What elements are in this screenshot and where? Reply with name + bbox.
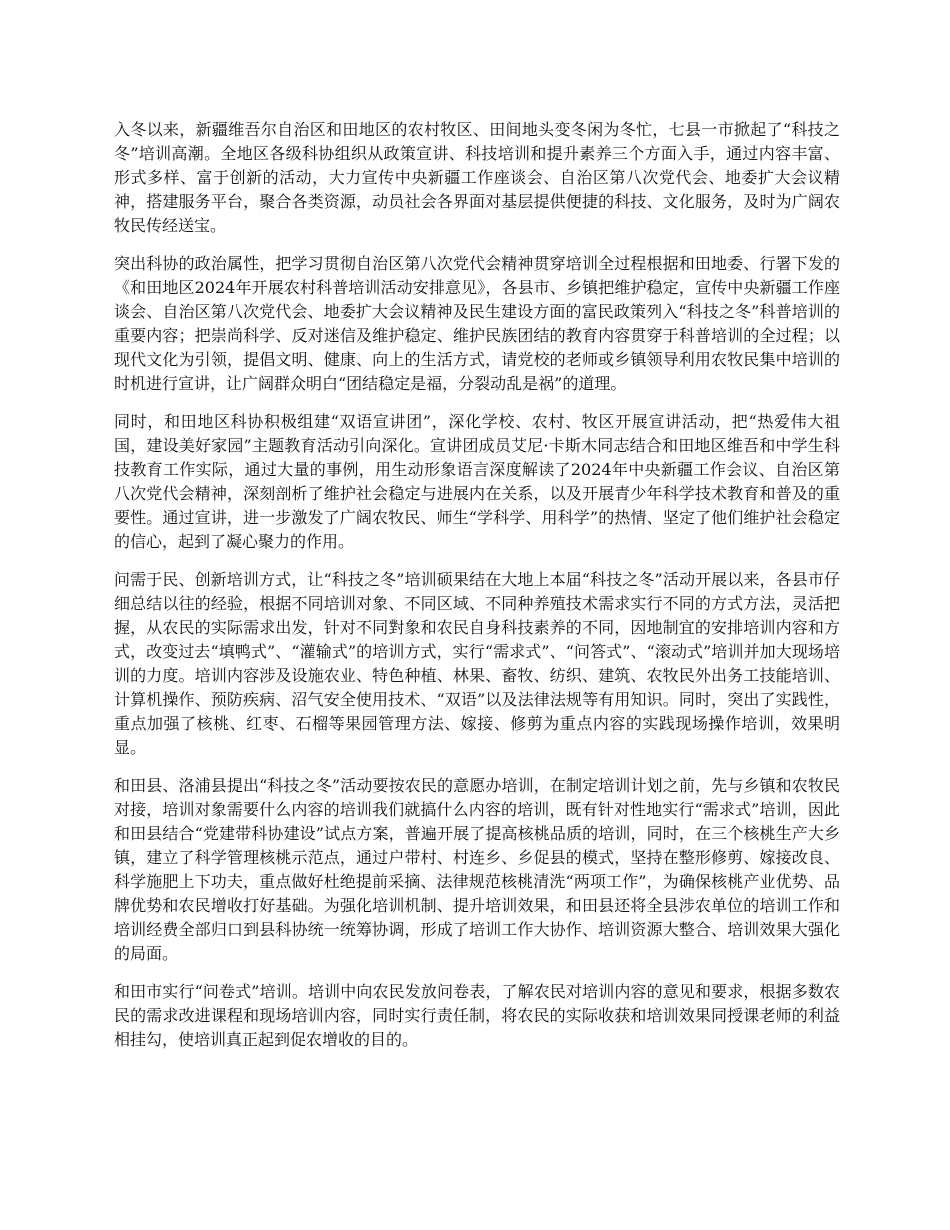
paragraph-5: 和田县、洛浦县提出“科技之冬”活动要按农民的意愿办培训，在制定培训计划之前，先与乡镇和农牧民对接，培训对象需要什么内容的培训我们就搞什么内容的培训，既有针对性地实行“需求式”培训，因此和田县结合“党建带科协建设”试点方案，普遍开展了提高核桃品质的培训，同时，在三个核桃生产大乡镇，建立了科学管理核桃示范点，通过户带村、村连乡、乡促县的模式，坚持在整形修剪、嫁接改良、科学施肥上下功夫，重点做好杜绝提前采摘、法律规范核桃清洗“两项工作”，为确保核桃产业优势、品牌优势和农民增收打好基础。为强化培训机制、提升培训效果，和田县还将全县涉农单位的培训工作和培训经费全部归口到县科协统一统筹协调，形成了培训工作大协作、培训资源大整合、培训效果大强化的局面。 [114,776,840,963]
paragraph-1: 入冬以来，新疆维吾尔自治区和田地区的农村牧区、田间地头变冬闲为冬忙，七县一市掀起了“科技之冬”培训高潮。全地区各级科协组织从政策宣讲、科技培训和提升素养三个方面入手，通过内容丰富、形式多样、富于创新的活动，大力宣传中央新疆工作座谈会、自治区第八次党代会、地委扩大会议精神，搭建服务平台，聚合各类资源，动员社会各界面对基层提供便捷的科技、文化服务，及时为广阔农牧民传经送宝。 [114,120,840,235]
paragraph-2: 突出科协的政治属性，把学习贯彻自治区第八次党代会精神贯穿培训全过程根据和田地委、行署下发的《和田地区2024年开展农村科普培训活动安排意见》，各县市、乡镇把维护稳定，宣传中央新疆工作座谈会、自治区第八次党代会、地委扩大会议精神及民生建设方面的富民政策列入“科技之冬”科普培训的重要内容；把崇尚科学、反对迷信及维护稳定、维护民族团结的教育内容贯穿于科普培训的全过程；以现代文化为引领，提倡文明、健康、向上的生活方式，请党校的老师或乡镇领导利用农牧民集中培训的时机进行宣讲，让广阔群众明白“团结稳定是福，分裂动乱是祸”的道理。 [114,254,840,393]
paragraph-3: 同时，和田地区科协积极组建“双语宣讲团”，深化学校、农村、牧区开展宣讲活动，把“热爱伟大祖国，建设美好家园”主题教育活动引向深化。宣讲团成员艾尼·卡斯木同志结合和田地区维吾和中学生科技教育工作实际，通过大量的事例，用生动形象语言深度解读了2024年中央新疆工作会议、自治区第八次党代会精神，深刻剖析了维护社会稳定与进展内在关系，以及开展青少年科学技术教育和普及的重要性。通过宣讲，进一步激发了广阔农牧民、师生“学科学、用科学”的热情、坚定了他们维护社会稳定的信心，起到了凝心聚力的作用。 [114,412,840,551]
paragraph-6: 和田市实行“问卷式”培训。培训中向农民发放问卷表，了解农民对培训内容的意见和要求，根据多数农民的需求改进课程和现场培训内容，同时实行责任制，将农民的实际收获和培训效果同授课老师的利益相挂勾，使培训真正起到促农增收的目的。 [114,982,840,1049]
document-body [114,118,840,1066]
paragraph-4: 问需于民、创新培训方式，让“科技之冬”培训硕果结在大地上本届“科技之冬”活动开展以来，各县市仔细总结以往的经验，根据不同培训对象、不同区域、不同种养殖技术需求实行不同的方式方法，灵活把握，从农民的实际需求出发，针对不同對象和农民自身科技素养的不同，因地制宜的安排培训内容和方式，改变过去“填鸭式”、“灌输式”的培训方式，实行“需求式”、“问答式”、“滚动式”培训并加大现场培训的力度。培训内容涉及设施农业、特色种植、林果、畜牧、纺织、建筑、农牧民外出务工技能培训、计算机操作、预防疾病、沼气安全使用技术、“双语”以及法律法规等有用知识。同时，突出了实践性，重点加强了核桃、红枣、石榴等果园管理方法、嫁接、修剪为重点内容的实践现场操作培训，效果明显。 [114,570,840,757]
